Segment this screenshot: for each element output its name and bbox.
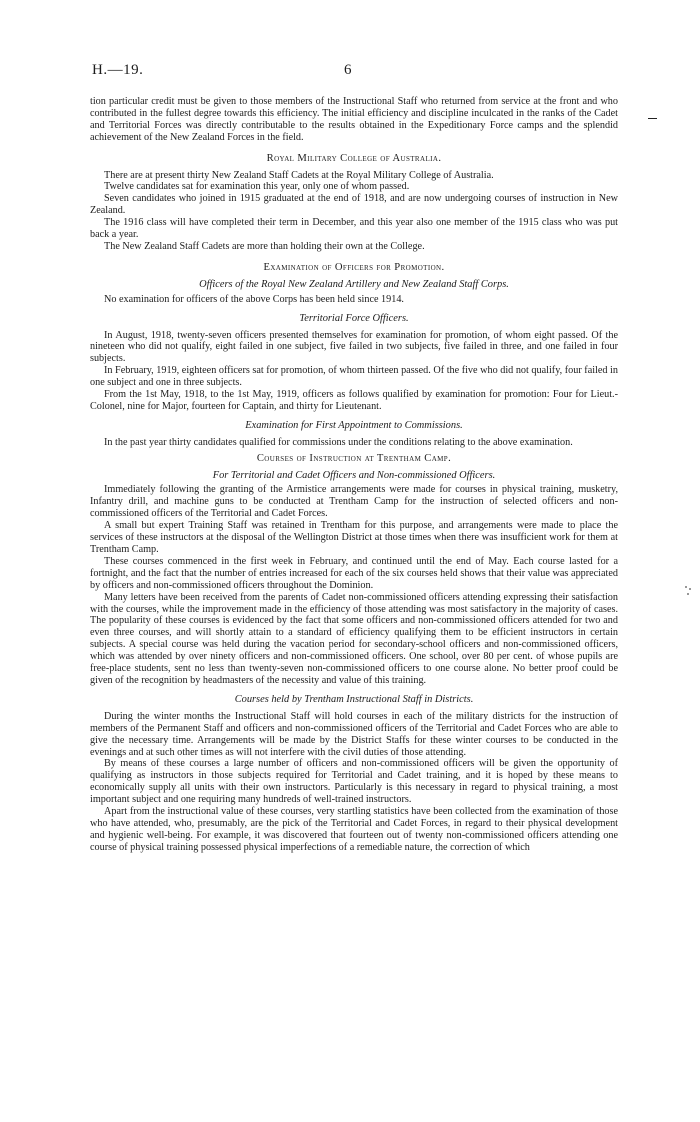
paragraph: In February, 1919, eighteen officers sat for promotion, of whom thirteen passed. Of the five who did not qualify, four failed in one subject and one in three subjects. bbox=[90, 365, 618, 389]
paragraph: Apart from the instructional value of these courses, very startling statistics have been collected from the examination of those who have attended, who, presumably, are the pick of the Territorial and Cadet Forces, in regard to their physical development and hygienic well-being. For example, it was discovered that fourteen out of twenty non-commissioned officers attending one course of physical training possessed physical imperfections of a remediable nature, the correction of which bbox=[90, 806, 618, 853]
page-number: 6 bbox=[344, 62, 352, 78]
paragraph: In August, 1918, twenty-seven officers presented themselves for examination for promotion, of whom eight passed. Of the nineteen who did not qualify, eight failed in one subject, five failed in two subjects, five failed in three, and one failed in four subjects. bbox=[90, 329, 618, 365]
margin-dash-mark bbox=[648, 118, 657, 119]
subheading-district-courses: Courses held by Trentham Instructional Staff in Districts. bbox=[234, 693, 474, 705]
subheading-territorial-cadet: For Territorial and Cadet Officers and Non-commissioned Officers. bbox=[212, 469, 496, 481]
paragraph: These courses commenced in the first week in February, and continued until the end of May. Each course lasted for a fortnight, and the fact that the number of entries increased for each of the six courses held shows that their value was appreciated by officers and non-commissioned officers throughout the Dominion. bbox=[90, 555, 618, 591]
subheading-staff-corps: Officers of the Royal New Zealand Artillery and New Zealand Staff Corps. bbox=[199, 278, 509, 290]
paragraph: A small but expert Training Staff was retained in Trentham for this purpose, and arrangements were made to place the services of these instructors at the disposal of the Wellington District at those times when there was insufficient work for them at Trentham Camp. bbox=[90, 520, 618, 555]
margin-speck-mark bbox=[685, 586, 693, 596]
paragraph: Seven candidates who joined in 1915 graduated at the end of 1918, and are now undergoing courses of instruction in New Zealand. bbox=[90, 193, 618, 217]
section-heading-examination: Examination of Officers for Promotion. bbox=[263, 261, 445, 273]
subheading-territorial-officers: Territorial Force Officers. bbox=[299, 312, 409, 324]
paragraph: The 1916 class will have completed their term in December, and this year also one member of the 1915 class who was put back a year. bbox=[90, 217, 618, 241]
subheading-first-appointment: Examination for First Appointment to Commissions. bbox=[245, 419, 463, 431]
paragraph: Twelve candidates sat for examination this year, only one of whom passed. bbox=[104, 181, 410, 193]
section-heading-trentham: Courses of Instruction at Trentham Camp. bbox=[256, 452, 452, 464]
paragraph: The New Zealand Staff Cadets are more than holding their own at the College. bbox=[104, 240, 425, 252]
paragraph: During the winter months the Instructional Staff will hold courses in each of the military districts for the instruction of members of the Permanent Staff and officers and non-commissioned officers of the Territorial and Cadet Forces who are able to give the necessary time. Arrangements will be made by the District Staffs for these winter courses to be conducted in the evenings and at such other times as will not interfere with the civil duties of those attending. bbox=[90, 710, 618, 758]
paragraph: By means of these courses a large number of officers and non-commissioned officers will be given the opportunity of qualifying as instructors in those subjects required for Territorial and Cadet training, and it is hoped by these means to economically supply all units with their own instructors. Particularly is this necessary in regard to physical training, a most important subject and one requiring many hundreds of well-trained instructors. bbox=[90, 758, 618, 806]
running-header bbox=[92, 62, 612, 82]
document-reference: H.—19. bbox=[92, 62, 144, 78]
paragraph: In the past year thirty candidates qualified for commissions under the conditions relating to the above examination. bbox=[104, 436, 573, 448]
body-text bbox=[90, 96, 618, 854]
paragraph: There are at present thirty New Zealand Staff Cadets at the Royal Military College of Australia. bbox=[104, 169, 494, 181]
section-heading-rmc: Royal Military College of Australia. bbox=[266, 152, 442, 164]
paragraph: tion particular credit must be given to those members of the Instructional Staff who returned from service at the front and who contributed in the fullest degree towards this efficiency. The initial efficiency and discipline inculcated in the ranks of the Cadet and Territorial Forces was directly contributable to the results obtained in the Expeditionary Force camps and the splendid achievement of the New Zealand Forces in the field. bbox=[90, 96, 618, 143]
paragraph: No examination for officers of the above Corps has been held since 1914. bbox=[104, 293, 404, 305]
paragraph: From the 1st May, 1918, to the 1st May, 1919, officers as follows qualified by examination for promotion: Four for Lieut.-Colonel, nine for Major, fourteen for Captain, and thirty for Lieutenant. bbox=[90, 389, 618, 412]
paragraph: Many letters have been received from the parents of Cadet non-commissioned officers attending expressing their satisfaction with the courses, while the improvement made in the efficiency of those attending was most satisfactory in the majority of cases. The popularity of these courses is evidenced by the fact that some officers and non-commissioned officers attended for two and even three courses, and will shortly attain to a standard of efficiency qualifying them to be efficient instructors in certain subjects. A special course was held during the vacation period for secondary-school officers and non-commissioned officers, which was attended by over ninety officers and non-commissioned officers. One school, over 80 per cent. of whose pupils are free-place students, sent no less than twenty-seven non-commissioned officers to one course alone. No better proof could be given of the recognition by headmasters of the necessity and value of this training. bbox=[90, 591, 618, 686]
paragraph: Immediately following the granting of the Armistice arrangements were made for courses in physical training, musketry, Infantry drill, and machine guns to be conducted at Trentham Camp for the instruction of selected officers and non-commissioned officers of the Territorial and Cadet Forces. bbox=[90, 484, 618, 520]
